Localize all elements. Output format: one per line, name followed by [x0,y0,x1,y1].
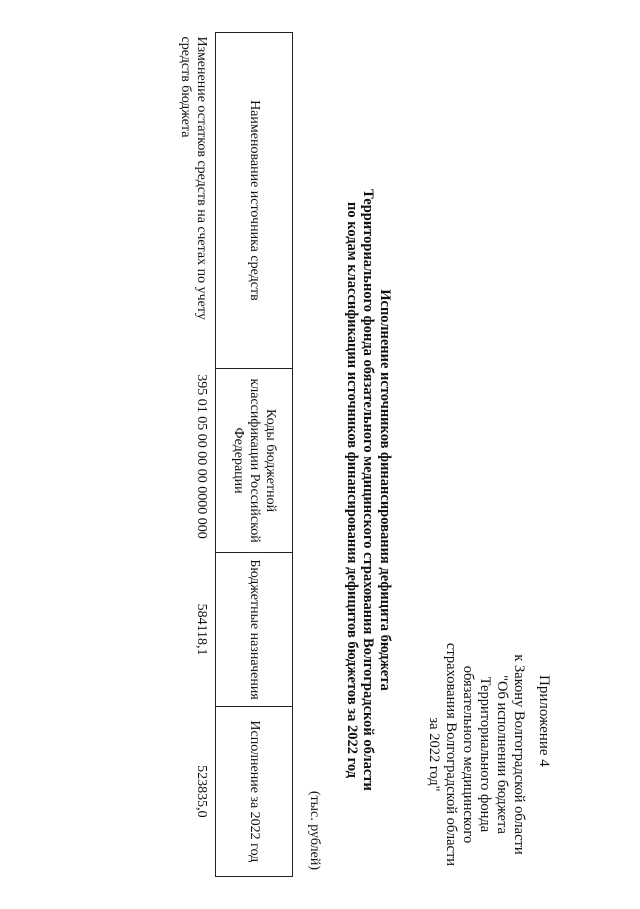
annex-reference-line: Территориального фонда [477,676,493,833]
financing-table [171,32,293,877]
cell-source-name: Изменение остатков средств на счетах по учету средств бюджета [178,36,209,320]
table-row [171,33,216,877]
annex-reference-line: к Закону Волгоградской области [511,654,527,855]
cell-classification-code: 395 01 05 00 00 00 0000 000 [194,374,209,539]
header-budget-assignments: Бюджетные назначения [216,553,293,706]
table-header-row [216,33,293,877]
annex-reference-line: "Об исполнении бюджета [494,675,510,834]
header-source-name: Наименование источника средств [216,33,293,369]
units-label: (тыс. рублей) [307,790,322,870]
document-title [344,145,394,835]
document-title-line: Территориального фонда обязательного медицинского страхования Волгоградской области [360,189,377,791]
annex-reference-line: обязательного медицинского [460,665,476,844]
header-classification-code: Коды бюджетной классификации Российской Федерации [216,368,293,553]
annex-title: Приложение 4 [536,675,552,767]
header-execution: Исполнение за 2022 год [216,706,293,876]
document-title-line: по кодам классификации источников финансирования дефицитов бюджетов за 2022 год [344,202,360,778]
cell-execution: 523835,0 [194,765,209,818]
annex-reference [425,632,527,877]
cell-budget-assignments: 584118,1 [194,603,209,656]
annex-reference-line: за 2022 год" [426,717,442,792]
document-title-line: Исполнение источников финансирования дефицита бюджета [377,289,393,691]
annex-reference-line: страхования Волгоградской области [443,642,459,867]
